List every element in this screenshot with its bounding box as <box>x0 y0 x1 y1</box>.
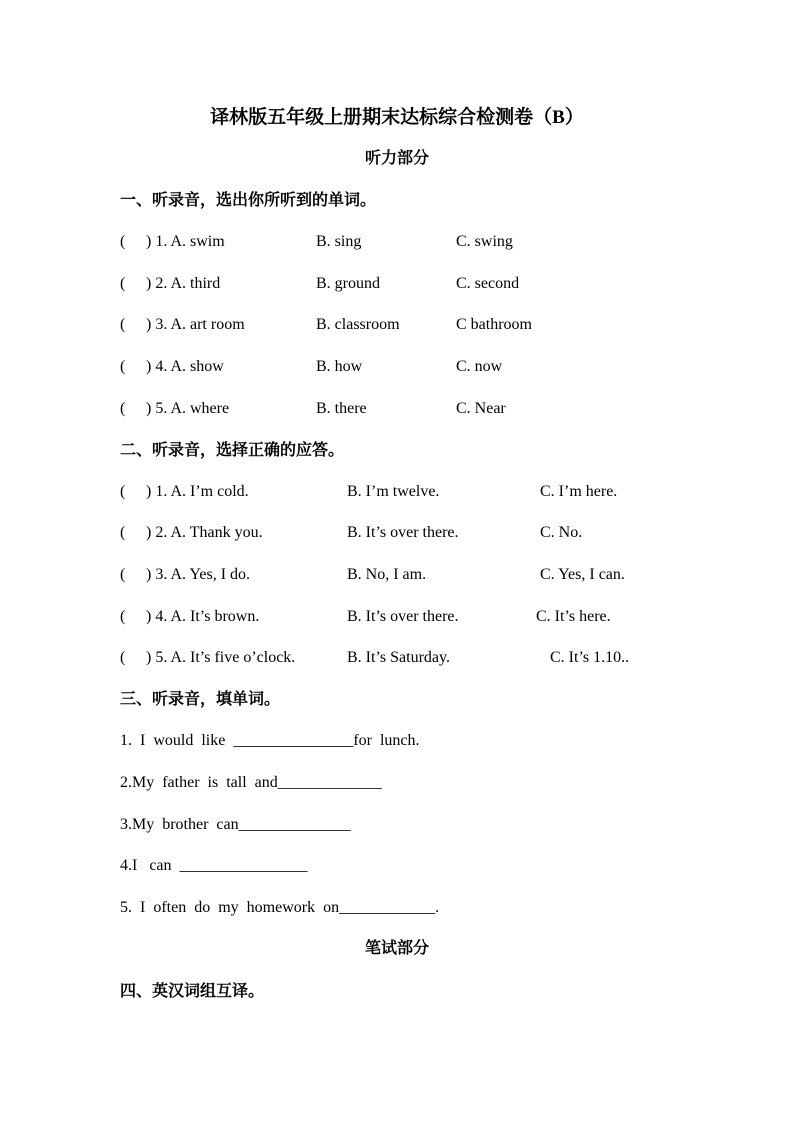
option-c: C. I’m here. <box>540 483 618 500</box>
option-b: B. It’s over there. <box>347 608 459 625</box>
option-a: ) 4. A. It’s brown. <box>146 608 260 625</box>
option-b: B. sing <box>316 233 362 250</box>
section-3-heading: 三、听录音，填单词。 <box>120 691 281 708</box>
fill-in-sentence: 5. I often do my homework on____________. <box>120 899 440 916</box>
option-a: ) 3. A. Yes, I do. <box>146 566 251 583</box>
fill-in-sentence: 1. I would like _______________for lunch. <box>120 732 420 749</box>
option-b: B. there <box>316 400 367 417</box>
section-2-heading: 二、听录音，选择正确的应答。 <box>120 442 345 459</box>
answer-paren: ( <box>120 275 126 292</box>
option-c: C. second <box>456 275 520 292</box>
fill-in-sentence: 2.My father is tall and_____________ <box>120 774 382 791</box>
option-c: C bathroom <box>456 316 532 333</box>
option-a: ) 2. A. Thank you. <box>146 524 263 541</box>
option-a: ) 2. A. third <box>146 275 221 292</box>
option-a: ) 4. A. show <box>146 358 224 375</box>
option-a: ) 5. A. where <box>146 400 230 417</box>
option-b: B. ground <box>316 275 380 292</box>
answer-paren: ( <box>120 566 126 583</box>
option-a: ) 3. A. art room <box>146 316 245 333</box>
section-4-heading: 四、英汉词组互译。 <box>120 983 265 1000</box>
option-b: B. It’s Saturday. <box>347 649 450 666</box>
answer-paren: ( <box>120 316 126 333</box>
option-c: C. It’s 1.10.. <box>550 649 630 666</box>
option-b: B. how <box>316 358 363 375</box>
option-b: B. It’s over there. <box>347 524 459 541</box>
option-c: C. Yes, I can. <box>540 566 625 583</box>
answer-paren: ( <box>120 483 126 500</box>
option-b: B. I’m twelve. <box>347 483 440 500</box>
answer-paren: ( <box>120 608 126 625</box>
listening-header: 听力部分 <box>364 150 429 167</box>
section-1-heading: 一、听录音，选出你所听到的单词。 <box>120 192 377 209</box>
option-c: C. swing <box>456 233 513 250</box>
fill-in-sentence: 4.I can ________________ <box>120 857 308 874</box>
option-a: ) 1. A. I’m cold. <box>146 483 249 500</box>
option-a: ) 1. A. swim <box>146 233 225 250</box>
option-c: C. now <box>456 358 503 375</box>
option-b: B. classroom <box>316 316 400 333</box>
written-header: 笔试部分 <box>364 940 429 957</box>
option-b: B. No, I am. <box>347 566 427 583</box>
fill-in-sentence: 3.My brother can______________ <box>120 816 351 833</box>
page-title: 译林版五年级上册期末达标综合检测卷（B） <box>210 107 584 128</box>
answer-paren: ( <box>120 358 126 375</box>
answer-paren: ( <box>120 233 126 250</box>
answer-paren: ( <box>120 649 126 666</box>
option-c: C. Near <box>456 400 506 417</box>
answer-paren: ( <box>120 524 126 541</box>
option-c: C. No. <box>540 524 583 541</box>
option-a: ) 5. A. It’s five o’clock. <box>146 649 296 666</box>
option-c: C. It’s here. <box>536 608 611 625</box>
answer-paren: ( <box>120 400 126 417</box>
